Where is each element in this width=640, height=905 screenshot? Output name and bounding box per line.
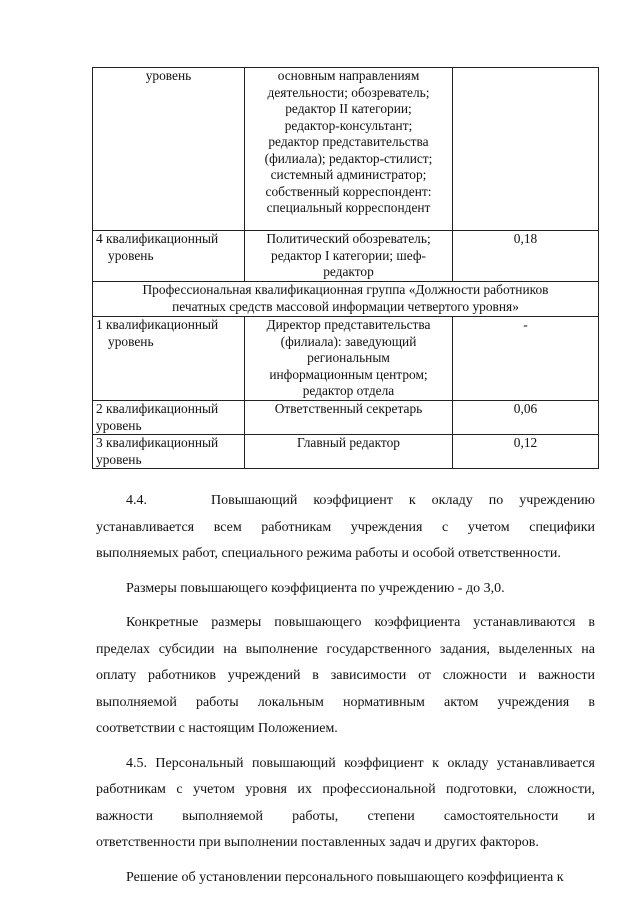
table-row (93, 401, 599, 435)
positions-cell: Политический обозреватель; редактор I категории; шеф- редактор (245, 231, 453, 282)
level-cell: 3 квалификационный уровень (93, 435, 245, 469)
positions-cell: Директор представительства (филиала): заведующий региональным информационным центром; редактор отдела (245, 317, 453, 401)
coefficient-cell: 0,06 (453, 401, 599, 435)
table-row (93, 231, 599, 282)
coefficient-cell: - (453, 317, 599, 401)
qualification-table (92, 67, 599, 469)
group-header-row (93, 282, 599, 317)
table-row (93, 435, 599, 469)
table-row (93, 68, 599, 231)
level-cell: 2 квалификационный уровень (93, 401, 245, 435)
paragraph-decision: Решение об установлении персонального повышающего коэффициента к (126, 869, 564, 885)
paragraph-4-5: 4.5. Персональный повышающий коэффициент к окладу устанавливается работникам с учетом уровня их профессиональной подготовки, сложности, важности выполняемой работы, степени самостоятельности и ответственности при выполнении поставленных задач и других факторов. (96, 755, 595, 850)
paragraph-concrete-sizes: Конкретные размеры повышающего коэффициента устанавливаются в пределах субсидии на выполнение государственного задания, выделенных на оплату работников учреждений в зависимости от сложности и важности выполняемой работы локальным нормативным актом учреждения в соответствии с настоящим Положением. (96, 615, 595, 736)
table-row (93, 317, 599, 401)
level-cell: 4 квалификационный уровень (93, 231, 245, 282)
positions-cell: основным направлениям деятельности; обозреватель; редактор II категории; редактор-консультант; редактор представительства (филиала); редактор-стилист; системный администратор; собственный корреспондент: специальный корреспондент (245, 68, 453, 231)
coefficient-cell (453, 68, 599, 231)
group-header-cell: Профессиональная квалификационная группа «Должности работников печатных средств массовой информации четвертого уровня» (93, 282, 599, 317)
level-cell: уровень (93, 68, 245, 231)
body-text (96, 488, 595, 891)
positions-cell: Ответственный секретарь (245, 401, 453, 435)
paragraph-coefficient-sizes: Размеры повышающего коэффициента по учреждению - до 3,0. (126, 580, 505, 596)
level-cell: 1 квалификационный уровень (93, 317, 245, 401)
positions-cell: Главный редактор (245, 435, 453, 469)
coefficient-cell: 0,18 (453, 231, 599, 282)
paragraph-4-4: 4.4. Повышающий коэффициент к окладу по учреждению устанавливается всем работникам учреждения с учетом специфики выполняемых работ, специального режима работы и особой ответственности. (96, 493, 595, 561)
coefficient-cell: 0,12 (453, 435, 599, 469)
